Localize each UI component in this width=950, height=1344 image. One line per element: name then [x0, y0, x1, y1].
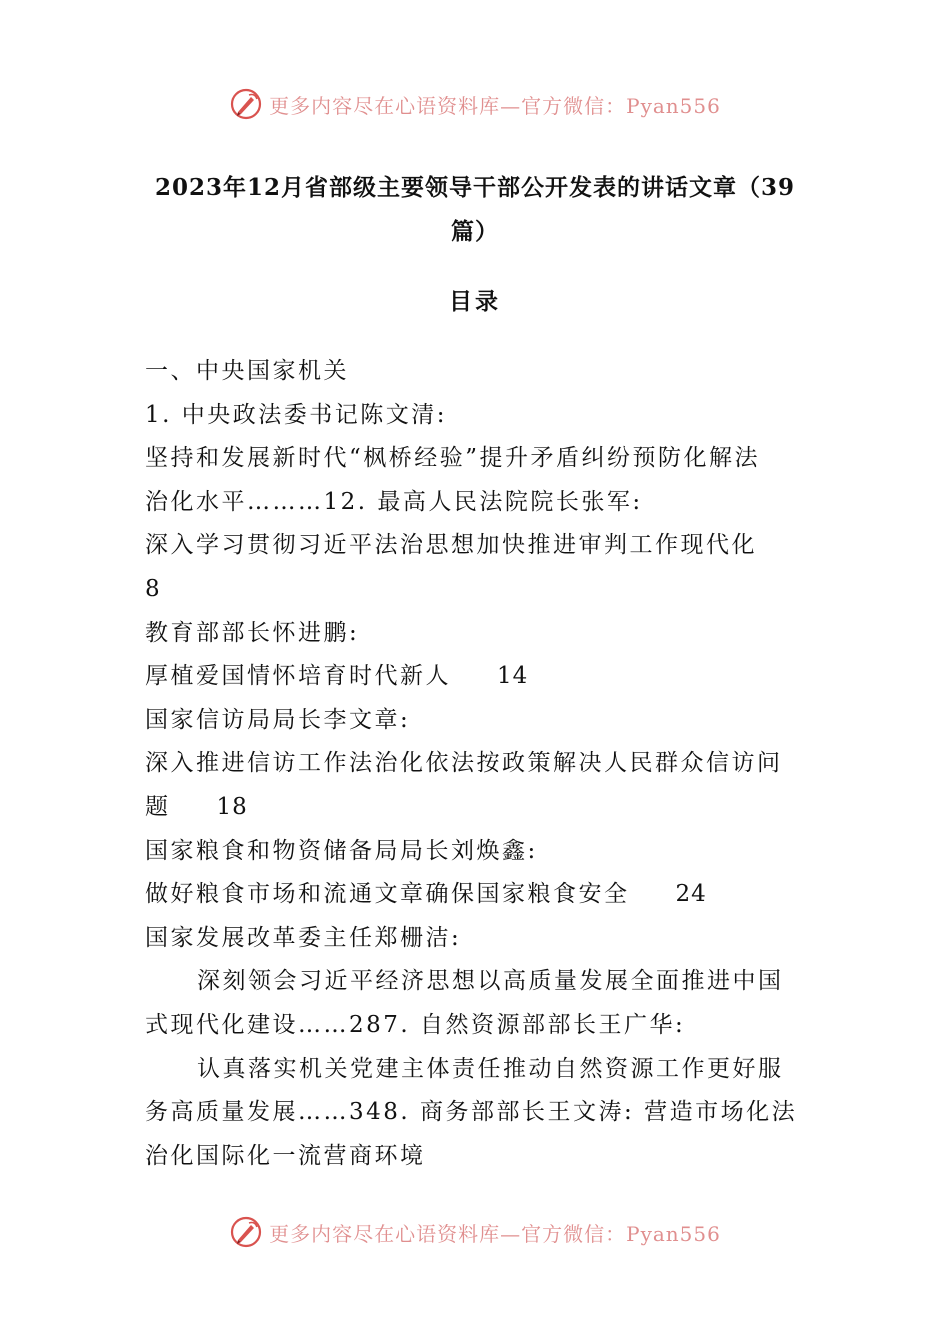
- toc-entry-title-cont: 治化水平………12. 最高人民法院院长张军:: [145, 488, 643, 515]
- toc-page-number: 24: [675, 881, 707, 908]
- toc-entry-row: [145, 873, 807, 917]
- watermark-footer: [0, 1212, 950, 1252]
- toc-section-heading: 一、中央国家机关: [145, 358, 349, 384]
- toc-entry-author: 教育部部长怀进鹏:: [145, 619, 360, 646]
- toc-entry-title: 厚植爱国情怀培育时代新人: [145, 663, 451, 690]
- toc-entry-title: 坚持和发展新时代“枫桥经验”提升矛盾纠纷预防化解法: [145, 445, 761, 472]
- toc-entry-row: [145, 655, 807, 699]
- toc-page-number: 14: [497, 663, 529, 690]
- pen-in-circle-icon: [229, 87, 263, 121]
- toc-page-number: 18: [216, 793, 248, 820]
- toc-entry-author: 1. 中央政法委书记陈文清:: [145, 401, 448, 428]
- toc-entry-title: 深刻领会习近平经济思想以高质量发展全面推进中国: [197, 968, 784, 995]
- document-title: [145, 166, 805, 254]
- title-line-1: 2023年12月省部级主要领导干部公开发表的讲话文章（39: [154, 174, 796, 201]
- watermark-text: 更多内容尽在心语资料库—官方微信：Pyan556: [269, 1221, 721, 1246]
- toc-entry-title: 深入学习贯彻习近平法治思想加快推进审判工作现代化: [145, 532, 757, 559]
- watermark-header: [0, 84, 950, 124]
- pen-in-circle-icon: [229, 1215, 263, 1249]
- toc-entry-title-cont: 式现代化建设……287. 自然资源部部长王广华:: [145, 1011, 686, 1038]
- toc-entry-title: 做好粮食市场和流通文章确保国家粮食安全: [145, 881, 630, 908]
- toc-entry-author: 国家发展改革委主任郑栅洁:: [145, 924, 462, 951]
- toc-body: [145, 350, 807, 1178]
- toc-entry-row: [145, 786, 807, 830]
- toc-entry-title-cont: 题: [145, 793, 171, 820]
- watermark-text: 更多内容尽在心语资料库—官方微信：Pyan556: [269, 93, 721, 118]
- toc-heading: 目录: [449, 288, 501, 315]
- toc-entry-author: 国家信访局局长李文章:: [145, 706, 411, 733]
- toc-entry-title-cont: 务高质量发展……348. 商务部部长王文涛: 营造市场化法: [145, 1099, 798, 1126]
- toc-entry-author: 国家粮食和物资储备局局长刘焕鑫:: [145, 837, 538, 864]
- toc-entry-title: 认真落实机关党建主体责任推动自然资源工作更好服: [197, 1055, 784, 1082]
- toc-page-number: 8: [145, 575, 163, 602]
- title-line-2: 篇）: [451, 218, 499, 245]
- toc-entry-title-cont: 治化国际化一流营商环境: [145, 1142, 426, 1169]
- toc-entry-title: 深入推进信访工作法治化依法按政策解决人民群众信访问: [145, 750, 783, 777]
